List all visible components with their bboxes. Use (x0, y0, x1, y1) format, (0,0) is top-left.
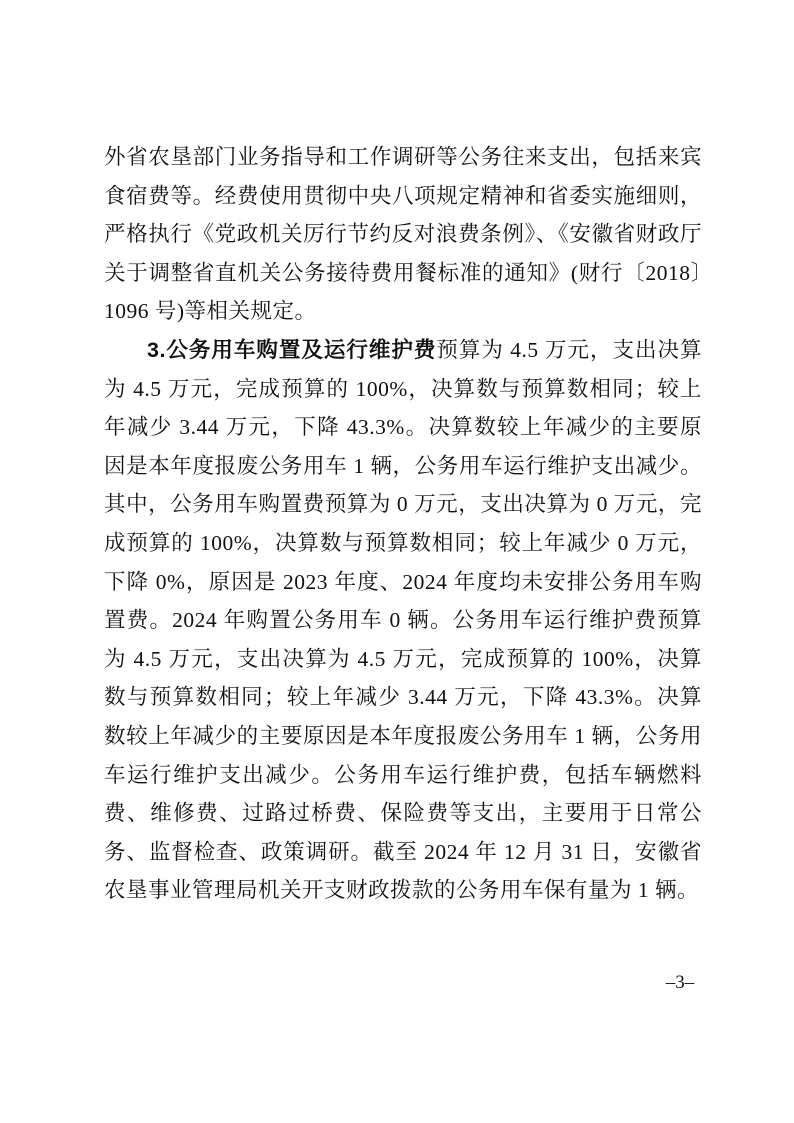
paragraph-vehicle-expense (104, 331, 702, 910)
paragraph-lead-bold: 3.公务用车购置及运行维护费 (147, 337, 437, 362)
paragraph-continued (104, 138, 702, 331)
paragraph-text: 外省农垦部门业务指导和工作调研等公务往来支出，包括来宾食宿费等。经费使用贯彻中央八项规定精神和省委实施细则，严格执行《党政机关厉行节约反对浪费条例》、《安徽省财政厅关于调整省直机关公务接待费用餐标准的通知》(财行〔2018〕1096 号)等相关规定。 (104, 145, 702, 324)
document-body (104, 138, 702, 910)
paragraph-text: 预算为 4.5 万元，支出决算为 4.5 万元，完成预算的 100%，决算数与预算数相同；较上年减少 3.44 万元，下降 43.3%。决算数较上年减少的主要原因是本年度报废公务用车 1 辆，公务用车运行维护支出减少。其中，公务用车购置费预算为 0 万元，支出决算为 0 万元，完成预算的 100%，决算数与预算数相同；较上年减少 0 万元，下降 0%，原因是 2023 年度、2024 年度均未安排公务用车购置费。2024 年购置公务用车 0 辆。公务用车运行维护费预算为 4.5 万元，支出决算为 4.5 万元，完成预算的 100%，决算数与预算数相同；较上年减少 3.44 万元，下降 43.3%。决算数较上年减少的主要原因是本年度报废公务用车 1 辆，公务用车运行维护支出减少。公务用车运行维护费，包括车辆燃料费、维修费、过路过桥费、保险费等支出，主要用于日常公务、监督检查、政策调研。截至 2024 年 12 月 31 日，安徽省农垦事业管理局机关开支财政拨款的公务用车保有量为 1 辆。 (104, 337, 702, 903)
page-number: –3– (665, 972, 695, 993)
